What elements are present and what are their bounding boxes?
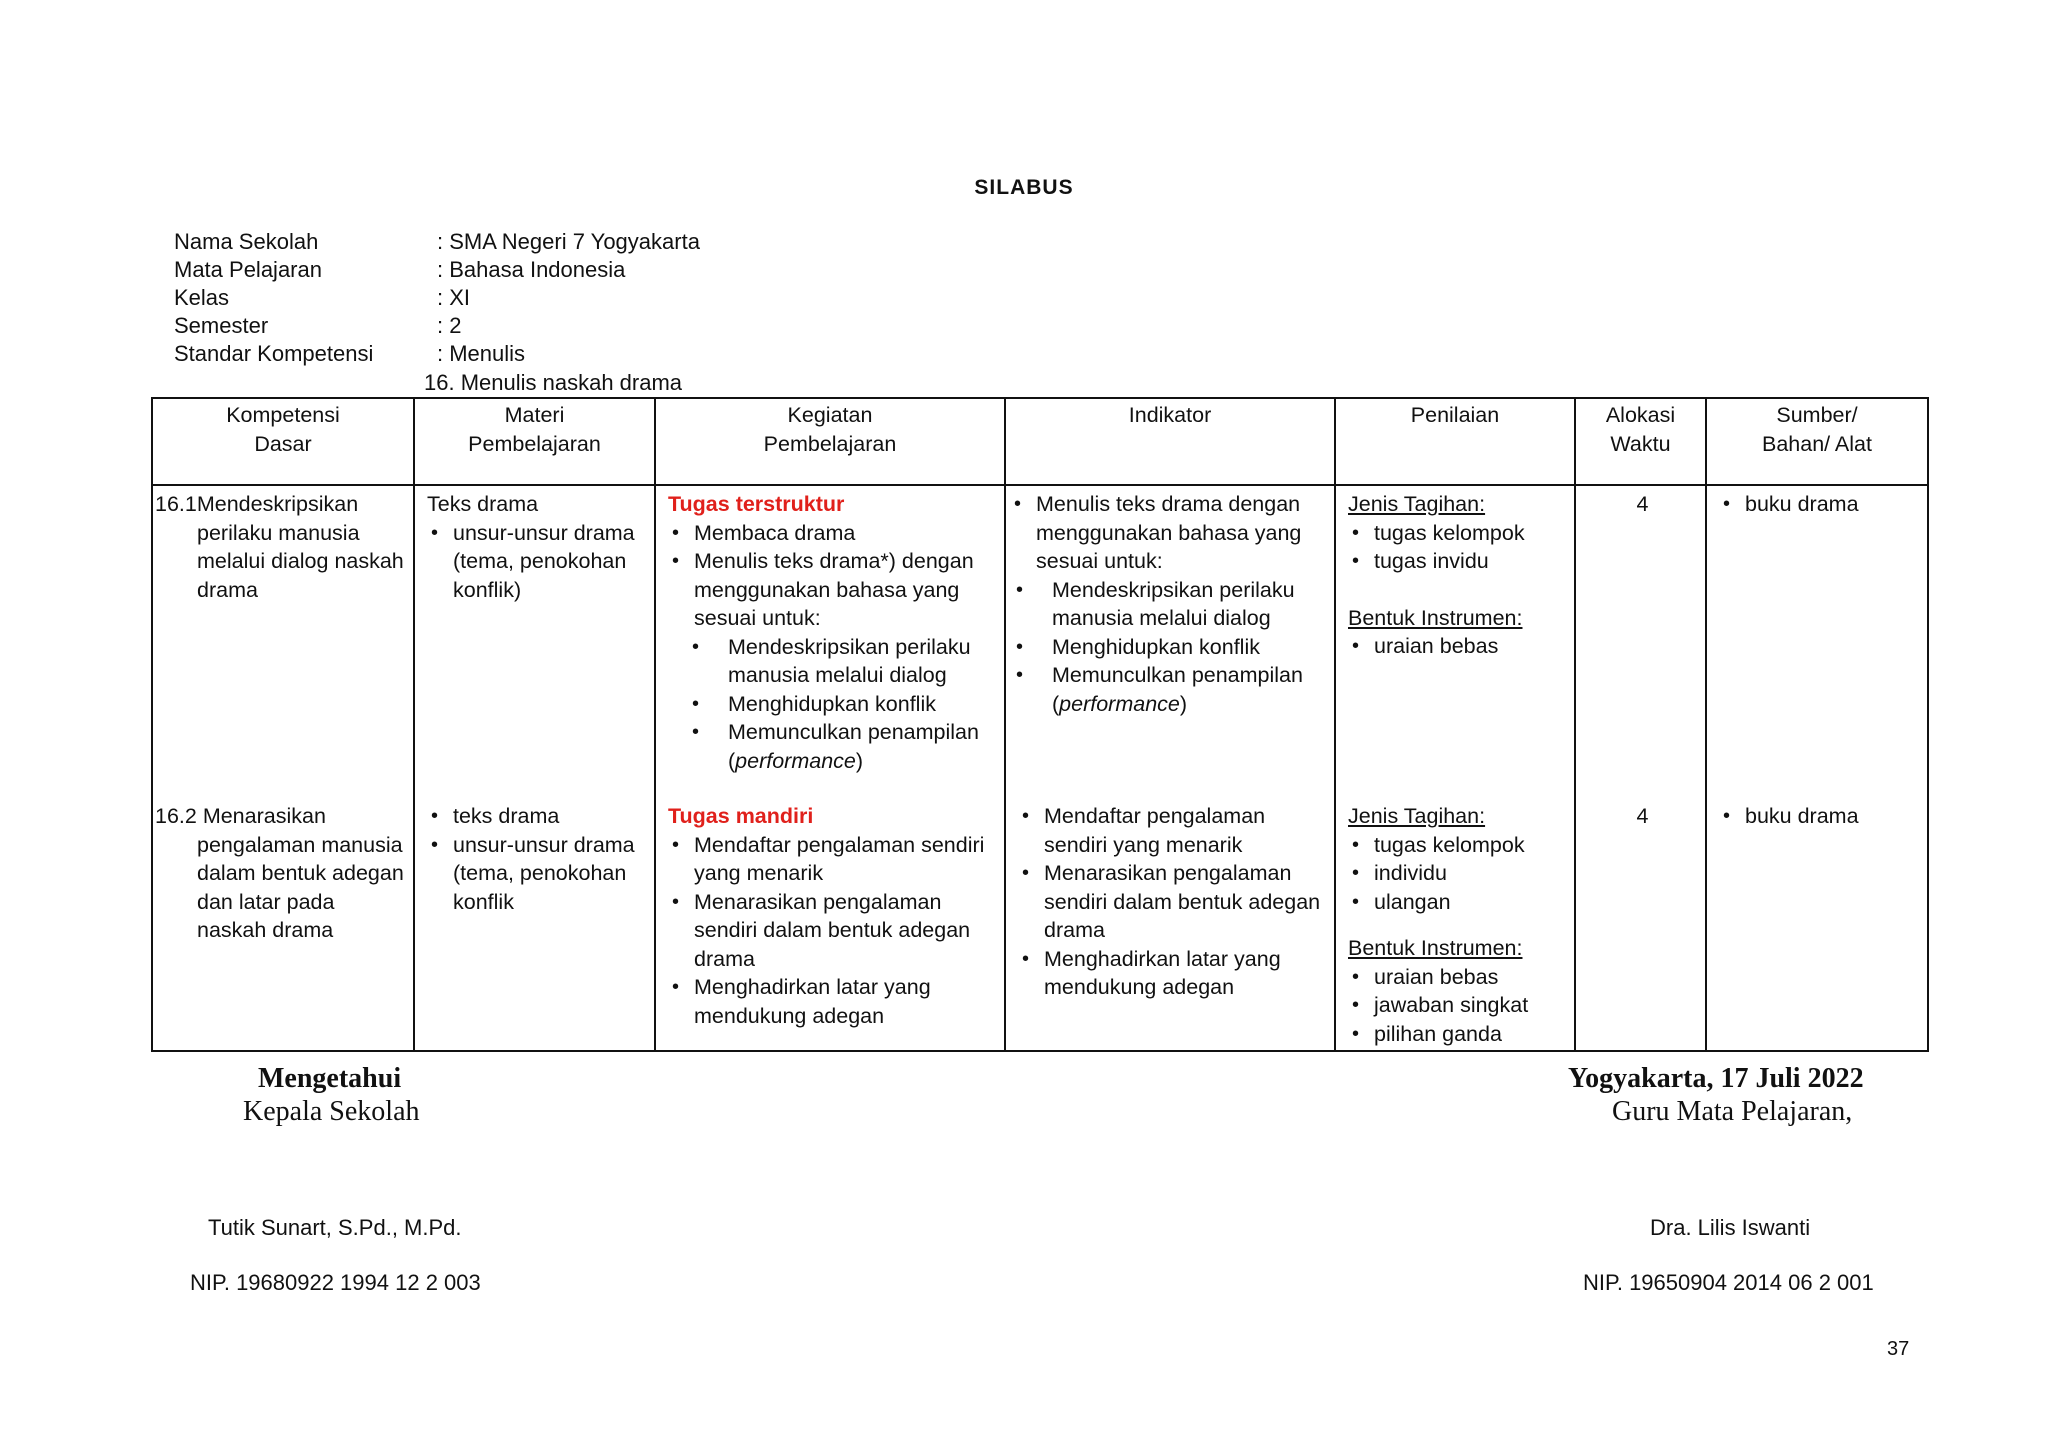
list-item: • ulangan [1348, 888, 1566, 917]
header-kegiatan: Kegiatan Pembelajaran [655, 398, 1005, 485]
teacher-nip: NIP. 19650904 2014 06 2 001 [1583, 1270, 1874, 1295]
list-item: • Mendaftar pengalaman sendiri yang menarik [668, 831, 996, 888]
list-item: • uraian bebas [1348, 632, 1566, 661]
table-header-row [152, 398, 1928, 485]
kd-cell [152, 790, 414, 1051]
list-item: • tugas kelompok [1348, 519, 1566, 548]
principal-name: Tutik Sunart, S.Pd., M.Pd. [208, 1215, 462, 1240]
meta-value-semester: : 2 [437, 313, 462, 338]
teacher-role: Guru Mata Pelajaran, [1612, 1096, 1853, 1127]
list-item: • teks drama [427, 802, 646, 831]
materi-list [427, 519, 646, 605]
principal-role: Kepala Sekolah [243, 1096, 420, 1127]
meta-value-subject: : Bahasa Indonesia [437, 257, 626, 282]
header-penilaian: Penilaian [1335, 398, 1575, 485]
list-item: • Mendeskripsikan perilaku manusia melalui dialog [1010, 576, 1326, 633]
list-item: • Menulis teks drama dengan menggunakan bahasa yang sesuai untuk: [1010, 490, 1326, 576]
principal-nip: NIP. 19680922 1994 12 2 003 [190, 1270, 481, 1295]
materi-list [427, 802, 646, 916]
table-row [152, 485, 1928, 790]
document-title: SILABUS [974, 176, 1074, 199]
header-materi: Materi Pembelajaran [414, 398, 655, 485]
list-item: • Mendaftar pengalaman sendiri yang menarik [1018, 802, 1326, 859]
list-item: • unsur-unsur drama (tema, penokohan konflik [427, 831, 646, 917]
list-item: • Mendeskripsikan perilaku manusia melalui dialog [686, 633, 996, 690]
header-sumber: Sumber/ Bahan/ Alat [1706, 398, 1928, 485]
meta-label-school: Nama Sekolah [174, 229, 319, 254]
header-indikator: Indikator [1005, 398, 1335, 485]
penilaian-cell [1335, 790, 1575, 1051]
materi-cell [414, 485, 655, 790]
meta-label-subject: Mata Pelajaran [174, 257, 322, 282]
assessment-type-heading: Jenis Tagihan: [1348, 804, 1486, 828]
task-type-label: Tugas terstruktur [668, 492, 845, 516]
instrument-heading: Bentuk Instrumen: [1348, 936, 1523, 960]
list-item: • Menarasikan pengalaman sendiri dalam bentuk adegan drama [668, 888, 996, 974]
materi-title: Teks drama [427, 492, 539, 516]
list-item: • Menghadirkan latar yang mendukung adegan [668, 973, 996, 1030]
header-alokasi: Alokasi Waktu [1575, 398, 1706, 485]
alokasi-cell: 4 [1575, 790, 1706, 1051]
sumber-cell [1706, 485, 1928, 790]
table-row [152, 790, 1928, 1051]
meta-value-school: : SMA Negeri 7 Yogyakarta [437, 229, 700, 254]
list-item: • uraian bebas [1348, 963, 1566, 992]
alokasi-cell: 4 [1575, 485, 1706, 790]
list-item: • jawaban singkat [1348, 991, 1566, 1020]
kegiatan-cell [655, 485, 1005, 790]
assessment-type-list [1348, 519, 1566, 576]
task-type-label: Tugas mandiri [668, 804, 814, 828]
indikator-sublist [1010, 576, 1326, 719]
instrument-heading: Bentuk Instrumen: [1348, 605, 1523, 630]
list-item: • Menghadirkan latar yang mendukung adegan [1018, 945, 1326, 1002]
list-item: • tugas invidu [1348, 547, 1566, 576]
list-item: • Memunculkan penampilan (performance) [1010, 661, 1326, 718]
indikator-cell [1005, 790, 1335, 1051]
meta-value-class: : XI [437, 285, 471, 310]
kd-text: 16.1Mendeskripsikan perilaku manusia melalui dialog naskah drama [155, 492, 404, 602]
competency-standard-line: 16. Menulis naskah drama [424, 370, 683, 395]
list-item: • unsur-unsur drama (tema, penokohan konflik) [427, 519, 646, 605]
list-item: • Menarasikan pengalaman sendiri dalam bentuk adegan drama [1018, 859, 1326, 945]
kegiatan-list [668, 831, 996, 1031]
sumber-list [1719, 802, 1919, 831]
list-item: • Membaca drama [668, 519, 996, 548]
assessment-type-heading: Jenis Tagihan: [1348, 492, 1486, 516]
instrument-list [1348, 632, 1566, 661]
kegiatan-cell [655, 790, 1005, 1051]
meta-value-competency: : Menulis [437, 341, 526, 366]
instrument-list [1348, 963, 1566, 1049]
indikator-list [1010, 490, 1326, 576]
page-number: 37 [1887, 1338, 1910, 1360]
indikator-cell [1005, 485, 1335, 790]
sumber-list [1719, 490, 1919, 519]
list-item: • tugas kelompok [1348, 831, 1566, 860]
meta-label-class: Kelas [174, 285, 230, 310]
header-kompetensi: Kompetensi Dasar [152, 398, 414, 485]
list-item: • Memunculkan penampilan (performance) [686, 718, 996, 775]
place-date: Yogyakarta, 17 Juli 2022 [1568, 1063, 1864, 1094]
list-item: • buku drama [1719, 490, 1919, 519]
meta-label-semester: Semester [174, 313, 269, 338]
assessment-type-list [1348, 831, 1566, 917]
penilaian-cell [1335, 485, 1575, 790]
indikator-list [1018, 802, 1326, 1002]
list-item: • individu [1348, 859, 1566, 888]
list-item: • Menghidupkan konflik [686, 690, 996, 719]
teacher-name: Dra. Lilis Iswanti [1650, 1215, 1811, 1240]
list-item: • Menulis teks drama*) dengan menggunakan bahasa yang sesuai untuk: [668, 547, 996, 633]
list-item: • buku drama [1719, 802, 1919, 831]
meta-label-competency: Standar Kompetensi [174, 341, 374, 366]
kd-text: 16.2 Menarasikan pengalaman manusia dalam bentuk adegan dan latar pada naskah drama [155, 804, 404, 942]
kegiatan-sublist [686, 633, 996, 776]
syllabus-table [151, 397, 1929, 1052]
list-item: • Menghidupkan konflik [1010, 633, 1326, 662]
kd-cell [152, 485, 414, 790]
sumber-cell [1706, 790, 1928, 1051]
acknowledged-label: Mengetahui [258, 1063, 402, 1094]
materi-cell [414, 790, 655, 1051]
list-item: • pilihan ganda [1348, 1020, 1566, 1049]
kegiatan-list [668, 519, 996, 633]
